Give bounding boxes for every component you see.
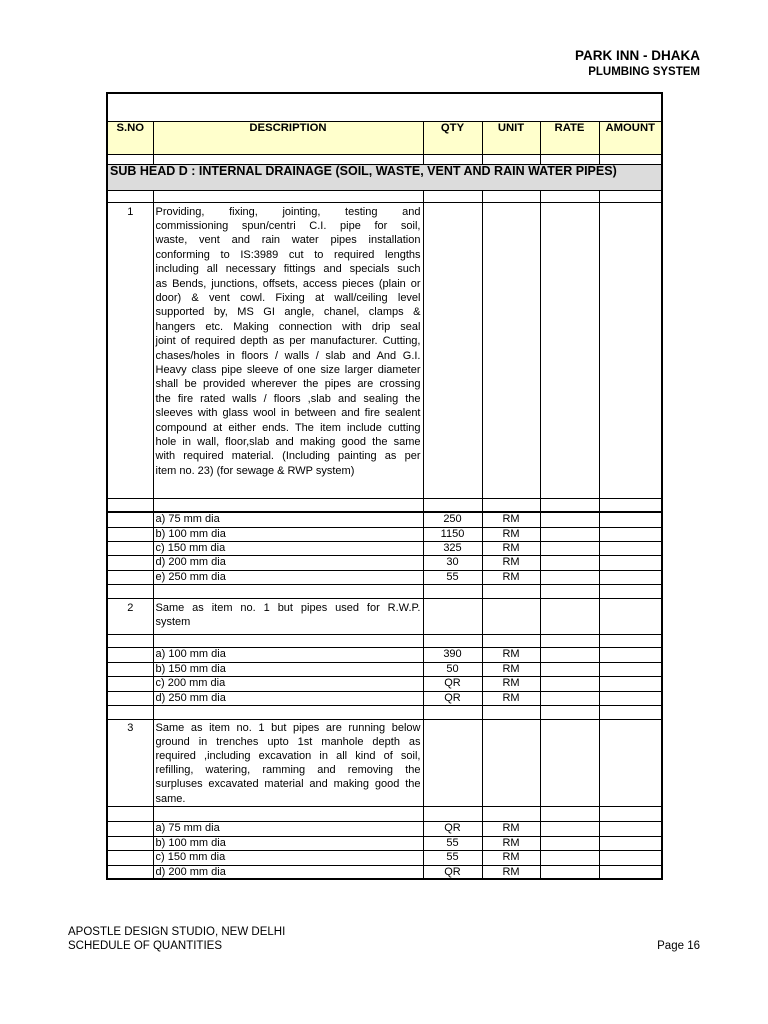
sub-item-unit: RM <box>482 570 540 584</box>
sub-item-description: b) 150 mm dia <box>153 662 423 676</box>
col-header-sno: S.NO <box>107 121 153 154</box>
empty-cell <box>482 705 540 719</box>
description-line: commissioning spun/centri C.I. pipe for soil, <box>155 219 421 232</box>
item-row <box>107 598 662 634</box>
sub-item-row <box>107 662 662 676</box>
rate-cell <box>540 691 599 705</box>
quantities-table <box>106 92 663 880</box>
rate-cell <box>540 202 599 498</box>
empty-cell <box>599 584 662 598</box>
sub-item-qty: QR <box>423 676 482 691</box>
sub-item-description: c) 150 mm dia <box>153 850 423 865</box>
sub-item-row <box>107 570 662 584</box>
qty-cell <box>423 202 482 498</box>
rate-cell <box>540 647 599 662</box>
sub-item-row <box>107 821 662 836</box>
rate-cell <box>540 836 599 850</box>
empty-cell <box>540 584 599 598</box>
empty-cell <box>540 190 599 202</box>
empty-cell <box>482 498 540 512</box>
rate-cell <box>540 865 599 879</box>
empty-cell <box>482 154 540 164</box>
empty-cell <box>107 154 153 164</box>
empty-cell <box>540 154 599 164</box>
item-row <box>107 719 662 806</box>
empty-cell <box>599 634 662 647</box>
sub-item-unit: RM <box>482 676 540 691</box>
sub-item-unit: RM <box>482 662 540 676</box>
blank-row <box>107 498 662 512</box>
empty-cell <box>107 662 153 676</box>
sub-item-unit: RM <box>482 821 540 836</box>
sub-item-qty: 390 <box>423 647 482 662</box>
empty-cell <box>540 498 599 512</box>
description-line: surpluses excavated material and making good the <box>155 778 421 791</box>
empty-cell <box>107 498 153 512</box>
sub-item-unit: RM <box>482 647 540 662</box>
rate-cell <box>540 662 599 676</box>
sub-item-qty: 1150 <box>423 527 482 541</box>
amount-cell <box>599 865 662 879</box>
sub-item-unit: RM <box>482 865 540 879</box>
sub-item-row <box>107 647 662 662</box>
sub-item-description: c) 200 mm dia <box>153 676 423 691</box>
sub-item-qty: 50 <box>423 662 482 676</box>
empty-cell <box>107 705 153 719</box>
description-line: hole in wall, floor,slab and making good the same <box>155 436 421 448</box>
empty-cell <box>423 154 482 164</box>
empty-cell <box>153 498 423 512</box>
sub-item-unit: RM <box>482 541 540 555</box>
description-line: as Bends, junctions, offsets, access pieces (plain or <box>155 277 421 290</box>
unit-cell <box>482 598 540 634</box>
empty-cell <box>540 705 599 719</box>
rate-cell <box>540 512 599 527</box>
empty-cell <box>107 806 153 821</box>
table-top-row <box>107 93 662 121</box>
amount-cell <box>599 662 662 676</box>
description-line: Heavy class pipe sleeve of one size larger diameter <box>155 363 421 376</box>
blank-row <box>107 584 662 598</box>
amount-cell <box>599 598 662 634</box>
empty-cell <box>107 836 153 850</box>
empty-cell <box>423 584 482 598</box>
col-header-description: DESCRIPTION <box>153 121 423 154</box>
sub-item-description: d) 200 mm dia <box>153 865 423 879</box>
sub-item-description: b) 100 mm dia <box>153 527 423 541</box>
empty-cell <box>599 806 662 821</box>
empty-cell <box>423 634 482 647</box>
item-description <box>153 202 423 498</box>
sub-item-row <box>107 836 662 850</box>
project-title: PARK INN - DHAKA <box>575 48 700 63</box>
sub-item-qty: 325 <box>423 541 482 555</box>
empty-cell <box>482 584 540 598</box>
empty-cell <box>540 634 599 647</box>
amount-cell <box>599 821 662 836</box>
empty-cell <box>107 865 153 879</box>
sub-item-qty: QR <box>423 821 482 836</box>
empty-cell <box>107 512 153 527</box>
col-header-qty: QTY <box>423 121 482 154</box>
col-header-unit: UNIT <box>482 121 540 154</box>
description-line: system <box>155 615 191 628</box>
description-line: Providing, fixing, jointing, testing and <box>155 205 421 218</box>
sub-item-unit: RM <box>482 512 540 527</box>
sub-item-description: b) 100 mm dia <box>153 836 423 850</box>
sub-item-description: a) 75 mm dia <box>153 512 423 527</box>
empty-cell <box>107 850 153 865</box>
unit-cell <box>482 719 540 806</box>
empty-cell <box>423 705 482 719</box>
sub-item-description: a) 100 mm dia <box>153 647 423 662</box>
rate-cell <box>540 821 599 836</box>
sub-item-qty: 30 <box>423 555 482 570</box>
empty-cell <box>107 634 153 647</box>
amount-cell <box>599 527 662 541</box>
sub-head-row <box>107 164 662 190</box>
sub-item-row <box>107 555 662 570</box>
empty-cell <box>107 570 153 584</box>
description-line: waste, vent and rain water pipes installation <box>155 234 421 247</box>
empty-cell <box>482 806 540 821</box>
description-line: same. <box>155 792 186 805</box>
empty-cell <box>153 634 423 647</box>
blank-row <box>107 190 662 202</box>
amount-cell <box>599 691 662 705</box>
empty-cell <box>423 190 482 202</box>
description-line: Same as item no. 1 but pipes are running below <box>155 721 421 734</box>
sub-item-qty: 55 <box>423 570 482 584</box>
blank-row <box>107 806 662 821</box>
empty-cell <box>107 527 153 541</box>
sub-item-row <box>107 691 662 705</box>
sub-item-row <box>107 527 662 541</box>
sub-item-unit: RM <box>482 836 540 850</box>
description-line: shall be provided wherever the pipes are crossing <box>155 378 421 391</box>
description-line: including all necessary fittings and specials such <box>155 263 421 276</box>
description-line: required ,including excavation in all kind of soil, <box>155 749 421 762</box>
description-line: hangers etc. Making connection with drip seal <box>155 320 421 333</box>
item-description <box>153 598 423 634</box>
item-number: 3 <box>107 719 153 806</box>
description-line: the fire rated walls / floors ,slab and sealing the <box>155 392 421 405</box>
rate-cell <box>540 570 599 584</box>
description-line: with required material. (Including painting as per <box>155 450 421 463</box>
blank-row <box>107 705 662 719</box>
item-number: 1 <box>107 202 153 498</box>
sub-item-row <box>107 865 662 879</box>
amount-cell <box>599 570 662 584</box>
description-line: door) & vent cowl. Fixing at wall/ceiling level <box>155 291 421 304</box>
sub-head-title: SUB HEAD D : INTERNAL DRAINAGE (SOIL, WASTE, VENT AND RAIN WATER PIPES) <box>107 164 662 190</box>
empty-cell <box>482 634 540 647</box>
col-header-amount: AMOUNT <box>599 121 662 154</box>
description-line: ground in trenches upto 1st manhole depth as <box>155 735 421 748</box>
sub-item-description: d) 250 mm dia <box>153 691 423 705</box>
empty-cell <box>599 190 662 202</box>
amount-cell <box>599 541 662 555</box>
amount-cell <box>599 202 662 498</box>
empty-cell <box>107 821 153 836</box>
sub-item-row <box>107 541 662 555</box>
page-number: Page 16 <box>657 940 700 952</box>
empty-cell <box>153 190 423 202</box>
rate-cell <box>540 598 599 634</box>
empty-cell <box>107 584 153 598</box>
amount-cell <box>599 719 662 806</box>
empty-cell <box>599 498 662 512</box>
description-line: conforming to IS:3989 cut to required lengths <box>155 248 421 261</box>
footer-document-title: SCHEDULE OF QUANTITIES <box>68 940 222 952</box>
empty-cell <box>153 584 423 598</box>
amount-cell <box>599 850 662 865</box>
empty-cell <box>153 806 423 821</box>
empty-cell <box>423 498 482 512</box>
sub-item-qty: 250 <box>423 512 482 527</box>
sub-item-description: c) 150 mm dia <box>153 541 423 555</box>
empty-cell <box>540 806 599 821</box>
amount-cell <box>599 647 662 662</box>
qty-cell <box>423 598 482 634</box>
sub-item-unit: RM <box>482 850 540 865</box>
empty-cell <box>107 555 153 570</box>
empty-cell <box>423 806 482 821</box>
sub-item-description: a) 75 mm dia <box>153 821 423 836</box>
sub-item-unit: RM <box>482 527 540 541</box>
rate-cell <box>540 541 599 555</box>
description-line: refilling, watering, ramming and removing the <box>155 764 421 777</box>
sub-item-qty: QR <box>423 865 482 879</box>
sub-item-unit: RM <box>482 691 540 705</box>
rate-cell <box>540 527 599 541</box>
description-line: compound at either ends. The item include cutting <box>155 421 421 434</box>
col-header-rate: RATE <box>540 121 599 154</box>
qty-cell <box>423 719 482 806</box>
sub-item-qty: QR <box>423 691 482 705</box>
item-number: 2 <box>107 598 153 634</box>
empty-cell <box>107 93 662 121</box>
empty-cell <box>107 676 153 691</box>
description-line: supported by, MS GI angle, chanel, clamps & <box>155 306 421 319</box>
column-header-row <box>107 121 662 154</box>
amount-cell <box>599 676 662 691</box>
empty-cell <box>107 647 153 662</box>
description-line: chases/holes in floors / walls / slab and And G.I. <box>155 349 421 362</box>
empty-cell <box>107 190 153 202</box>
footer-company: APOSTLE DESIGN STUDIO, NEW DELHI <box>68 926 286 938</box>
description-line: item no. 23) (for sewage & RWP system) <box>155 464 355 477</box>
rate-cell <box>540 719 599 806</box>
description-line: sleeves with glass wool in between and fire sealent <box>155 407 421 420</box>
section-title: PLUMBING SYSTEM <box>588 66 700 78</box>
sub-item-row <box>107 676 662 691</box>
empty-cell <box>153 154 423 164</box>
rate-cell <box>540 676 599 691</box>
sub-item-qty: 55 <box>423 836 482 850</box>
blank-row <box>107 154 662 164</box>
item-description <box>153 719 423 806</box>
sub-item-description: d) 200 mm dia <box>153 555 423 570</box>
empty-cell <box>153 705 423 719</box>
sub-item-unit: RM <box>482 555 540 570</box>
unit-cell <box>482 202 540 498</box>
description-line: joint of required depth as per manufacturer. Cutting, <box>155 335 421 348</box>
description-line: Same as item no. 1 but pipes used for R.W.P. <box>155 601 421 614</box>
sub-item-row <box>107 512 662 527</box>
amount-cell <box>599 836 662 850</box>
amount-cell <box>599 555 662 570</box>
sub-item-qty: 55 <box>423 850 482 865</box>
amount-cell <box>599 512 662 527</box>
sub-item-description: e) 250 mm dia <box>153 570 423 584</box>
empty-cell <box>599 154 662 164</box>
item-row <box>107 202 662 498</box>
empty-cell <box>482 190 540 202</box>
empty-cell <box>599 705 662 719</box>
rate-cell <box>540 850 599 865</box>
empty-cell <box>107 691 153 705</box>
sub-item-row <box>107 850 662 865</box>
rate-cell <box>540 555 599 570</box>
blank-row <box>107 634 662 647</box>
empty-cell <box>107 541 153 555</box>
